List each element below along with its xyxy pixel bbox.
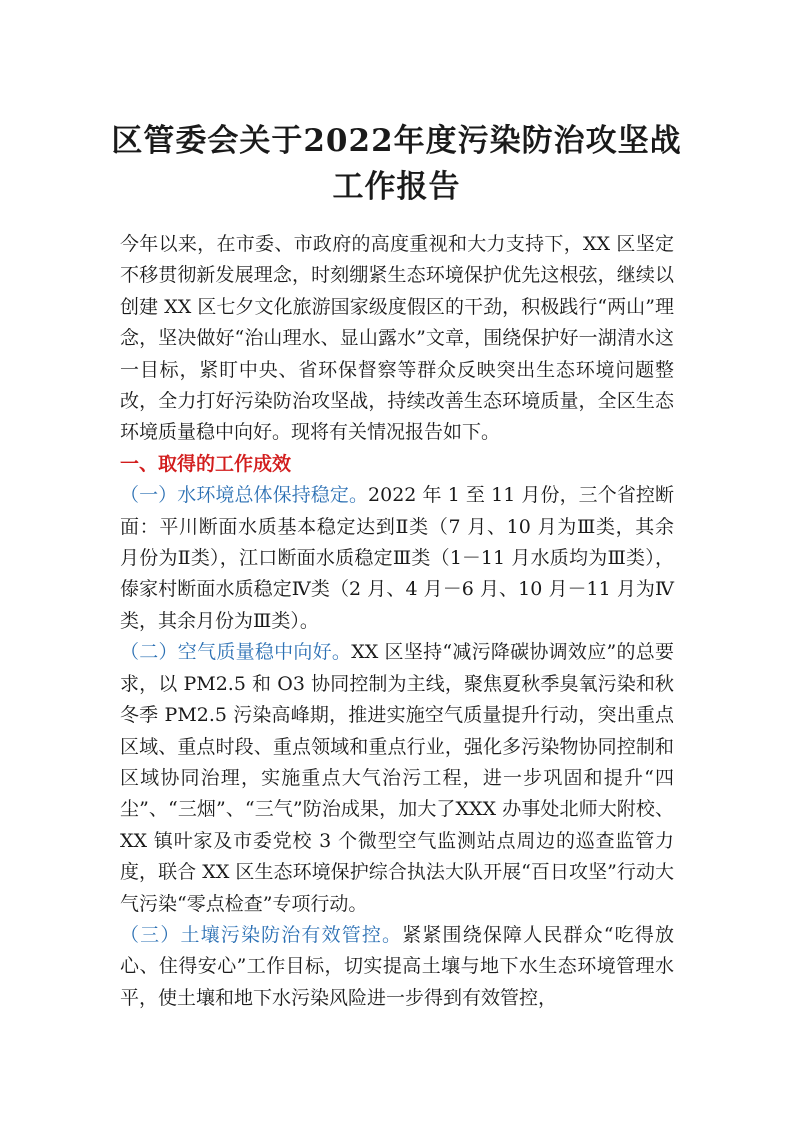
item-paragraph-2 <box>120 637 674 920</box>
item-text-3: 紧紧围绕保障人民群众“吃得放心、住得安心”工作目标，切实提高土壤与地下水生态环境管理水平，使土壤和地下水污染风险进一步得到有效管控， <box>120 923 674 1009</box>
document-title: 区管委会关于2022年度污染防治攻坚战工作报告 <box>111 123 682 205</box>
item-paragraph-3 <box>120 920 674 1014</box>
item-text-1: 2022 年 1 至 11 月份，三个省控断面：平川断面水质基本稳定达到Ⅱ类（7 月、10 月为Ⅲ类，其余月份为Ⅱ类），江口断面水质稳定Ⅲ类（1－11 月水质均为Ⅲ类），傣家村断面水质稳定Ⅳ类（2 月、4 月－6 月、10 月－11 月为Ⅳ类，其余月份为Ⅲ类）。 <box>120 484 674 632</box>
item-heading-3: （三）土壤污染防治有效管控。 <box>120 923 403 946</box>
document-body <box>120 229 674 1014</box>
item-heading-2: （二）空气质量稳中向好。 <box>120 641 352 664</box>
intro-paragraph: 今年以来，在市委、市政府的高度重视和大力支持下，XX 区坚定不移贯彻新发展理念，时刻绷紧生态环境保护优先这根弦，继续以创建 XX 区七夕文化旅游国家级度假区的干劲，积极践行“两山”理念，坚决做好“治山理水、显山露水”文章，围绕保护好一湖清水这一目标，紧盯中央、省环保督察等群众反映突出生态环境问题整改，全力打好污染防治攻坚战，持续改善生态环境质量，全区生态环境质量稳中向好。现将有关情况报告如下。 <box>120 233 674 444</box>
item-text-2: XX 区坚持“减污降碳协调效应”的总要求，以 PM2.5 和 O3 协同控制为主线，聚焦夏秋季臭氧污染和秋冬季 PM2.5 污染高峰期，推进实施空气质量提升行动，突出重点区域、重点时段、重点领域和重点行业，强化多污染物协同控制和区域协同治理，实施重点大气治污工程，进一步巩固和提升“四尘”、“三烟”、“三气”防治成果，加大了XXX 办事处北师大附校、XX 镇叶家及市委党校 3 个微型空气监测站点周边的巡查监管力度，联合 XX 区生态环境保护综合执法大队开展“百日攻坚”行动大气污染“零点检查”专项行动。 <box>120 641 674 915</box>
item-heading-1: （一）水环境总体保持稳定。 <box>120 484 369 507</box>
item-paragraph-1 <box>120 480 674 637</box>
section-heading: 一、取得的工作成效 <box>120 452 292 475</box>
